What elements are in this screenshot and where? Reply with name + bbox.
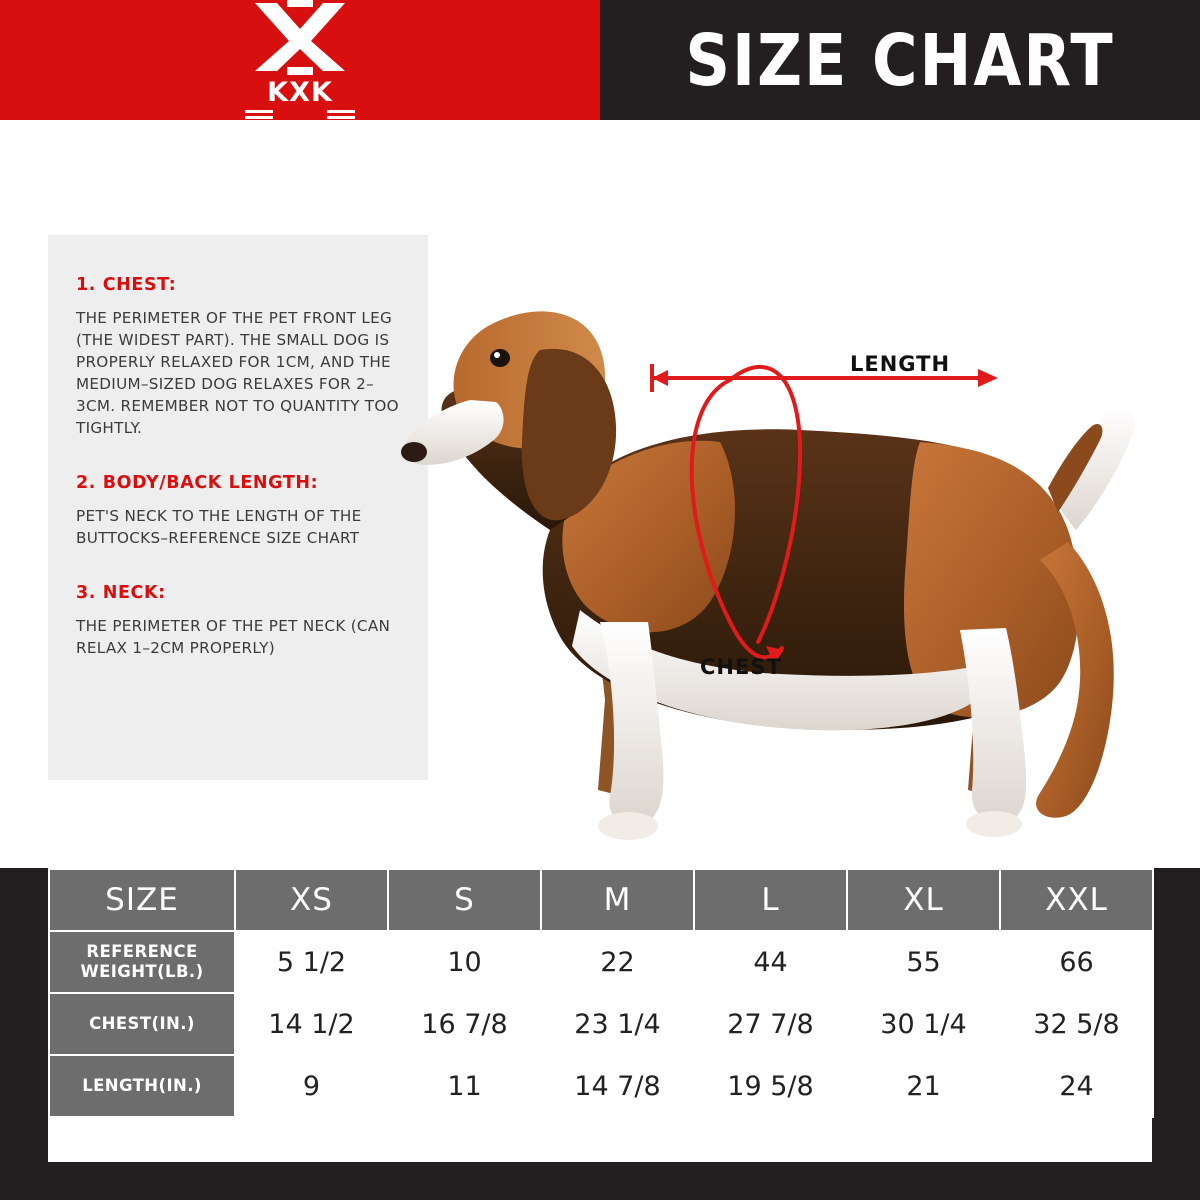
cell-length-m: 14 7/8 (541, 1055, 694, 1117)
brand-logo (225, 0, 375, 122)
annotation-label-length: LENGTH (850, 352, 951, 376)
row-label-line1: REFERENCE (86, 942, 198, 962)
row-label-reference-weight (49, 931, 235, 993)
instruction-body-body-length: PET'S NECK TO THE LENGTH OF THE BUTTOCKS–REFERENCE SIZE CHART (76, 507, 362, 548)
table-row (49, 931, 1153, 993)
cell-length-xl: 21 (847, 1055, 1000, 1117)
cell-weight-m: 22 (541, 931, 694, 993)
size-table-head (49, 869, 1153, 931)
page-title: SIZE CHART (685, 18, 1115, 102)
brand-panel (0, 0, 600, 120)
right-black-strip (1152, 868, 1200, 1162)
row-label-length: LENGTH(IN.) (49, 1055, 235, 1117)
table-header-l: L (694, 869, 847, 931)
cell-chest-xxl: 32 5/8 (1000, 993, 1153, 1055)
cell-length-xxl: 24 (1000, 1055, 1153, 1117)
annotation-label-chest: CHEST (700, 655, 782, 679)
instruction-heading-neck: 3. NECK: (76, 583, 166, 604)
table-header-xs: XS (235, 869, 388, 931)
cell-weight-s: 10 (388, 931, 541, 993)
instruction-heading-chest: 1. CHEST: (76, 275, 177, 295)
cell-chest-xl: 30 1/4 (847, 993, 1000, 1055)
left-black-strip (0, 868, 48, 1162)
dog-illustration-area (400, 230, 1160, 850)
cell-chest-l: 27 7/8 (694, 993, 847, 1055)
table-header-size: SIZE (49, 869, 235, 931)
cell-chest-s: 16 7/8 (388, 993, 541, 1055)
size-table (48, 868, 1154, 1118)
footer-black-strip (0, 1162, 1200, 1200)
instruction-heading-body-length: 2. BODY/BACK LENGTH: (76, 473, 319, 494)
cell-length-xs: 9 (235, 1055, 388, 1117)
cell-chest-xs: 14 1/2 (235, 993, 388, 1055)
title-panel (600, 0, 1200, 120)
table-header-row (49, 869, 1153, 931)
cell-weight-xl: 55 (847, 931, 1000, 993)
table-row (49, 1055, 1153, 1117)
cell-length-l: 19 5/8 (694, 1055, 847, 1117)
cell-weight-xs: 5 1/2 (235, 931, 388, 993)
instruction-body-neck: THE PERIMETER OF THE PET NECK (CAN RELAX 1–2CM PROPERLY) (76, 617, 391, 658)
table-header-s: S (388, 869, 541, 931)
row-label-line2: WEIGHT(LB.) (80, 962, 204, 981)
table-header-m: M (541, 869, 694, 931)
size-table-wrapper (48, 868, 1152, 1118)
size-table-body (49, 931, 1153, 1117)
brand-name: KXK (267, 76, 333, 108)
table-header-xl: XL (847, 869, 1000, 931)
page-header (0, 0, 1200, 120)
measurement-instructions-panel (48, 235, 428, 780)
kxk-logo-icon (225, 0, 375, 75)
table-header-xxl: XXL (1000, 869, 1153, 931)
beagle-dog-illustration (400, 230, 1160, 850)
instruction-body-chest: THE PERIMETER OF THE PET FRONT LEG (THE WIDEST PART). THE SMALL DOG IS PROPERLY RELAXED FOR 1CM, AND THE MEDIUM–SIZED DOG RELAXES FOR 2–3CM. REMEMBER NOT TO QUANTITY TOO TIGHTLY. (76, 309, 399, 438)
cell-chest-m: 23 1/4 (541, 993, 694, 1055)
cell-weight-xxl: 66 (1000, 931, 1153, 993)
cell-length-s: 11 (388, 1055, 541, 1117)
table-row (49, 993, 1153, 1055)
logo-bars-icon (225, 108, 375, 122)
cell-weight-l: 44 (694, 931, 847, 993)
row-label-chest: CHEST(IN.) (49, 993, 235, 1055)
